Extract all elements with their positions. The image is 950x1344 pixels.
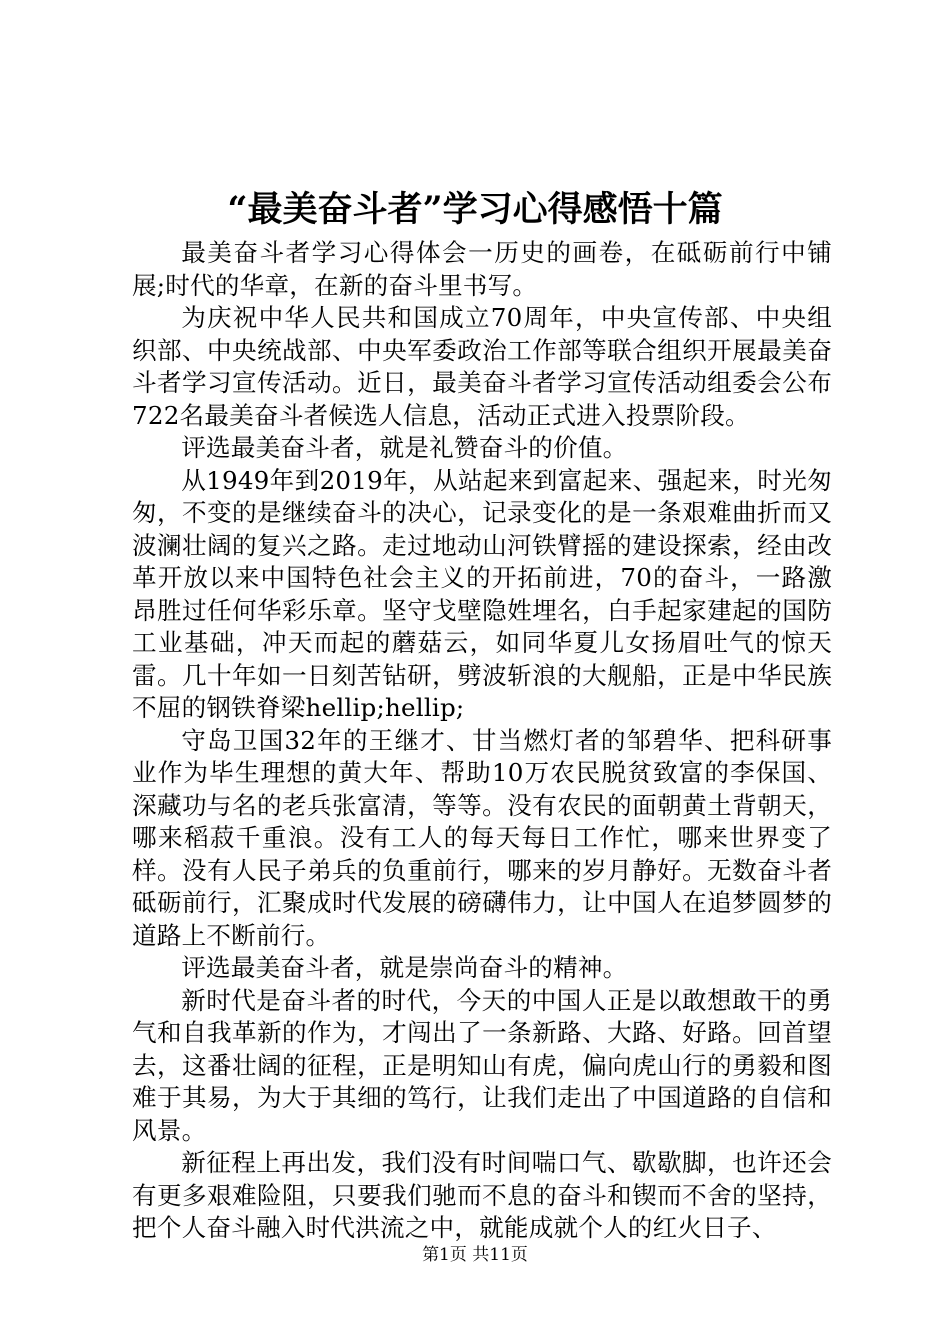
- document-body: [132, 237, 832, 1245]
- paragraph-6: 评选最美奋斗者，就是崇尚奋斗的精神。: [181, 953, 628, 982]
- paragraph-5: 守岛卫国32年的王继才、甘当燃灯者的邹碧华、把科研事业作为毕生理想的黄大年、帮助10万农民脱贫致富的李保国、深藏功与名的老兵张富清，等等。没有农民的面朝黄土背朝天，哪来稻菽千重浪。没有工人的每天每日工作忙，哪来世界变了样。没有人民子弟兵的负重前行，哪来的岁月静好。无数奋斗者砥砺前行，汇聚成时代发展的磅礴伟力，让中国人在追梦圆梦的道路上不断前行。: [132, 725, 832, 950]
- paragraph-2: 为庆祝中华人民共和国成立70周年，中央宣传部、中央组织部、中央统战部、中央军委政治工作部等联合组织开展最美奋斗者学习宣传活动。近日，最美奋斗者学习宣传活动组委会公布722名最美奋斗者候选人信息，活动正式进入投票阶段。: [132, 303, 832, 430]
- page-number-footer: 第1页 共11页: [422, 1245, 528, 1265]
- paragraph-8: 新征程上再出发，我们没有时间喘口气、歇歇脚，也许还会有更多艰难险阻，只要我们驰而不息的奋斗和锲而不舍的坚持，把个人奋斗融入时代洪流之中，就能成就个人的红火日子、: [132, 1148, 832, 1242]
- paragraph-1: 最美奋斗者学习心得体会一历史的画卷，在砥砺前行中铺展;时代的华章，在新的奋斗里书写。: [132, 238, 832, 300]
- paragraph-3: 评选最美奋斗者，就是礼赞奋斗的价值。: [181, 433, 628, 462]
- paragraph-4: 从1949年到2019年，从站起来到富起来、强起来，时光匆匆，不变的是继续奋斗的决心，记录变化的是一条艰难曲折而又波澜壮阔的复兴之路。走过地动山河铁臂摇的建设探索，经由改革开放以来中国特色社会主义的开拓前进，70的奋斗，一路激昂胜过任何华彩乐章。坚守戈壁隐姓埋名，白手起家建起的国防工业基础，冲天而起的蘑菇云，如同华夏儿女扬眉吐气的惊天雷。几十年如一日刻苦钻研，劈波斩浪的大舰船，正是中华民族不屈的钢铁脊梁hellip;hellip;: [132, 465, 832, 722]
- paragraph-7: 新时代是奋斗者的时代，今天的中国人正是以敢想敢干的勇气和自我革新的作为，才闯出了一条新路、大路、好路。回首望去，这番壮阔的征程，正是明知山有虎，偏向虎山行的勇毅和图难于其易，为大于其细的笃行，让我们走出了中国道路的自信和风景。: [132, 985, 832, 1145]
- document-title: “最美奋斗者”学习心得感悟十篇: [227, 189, 723, 230]
